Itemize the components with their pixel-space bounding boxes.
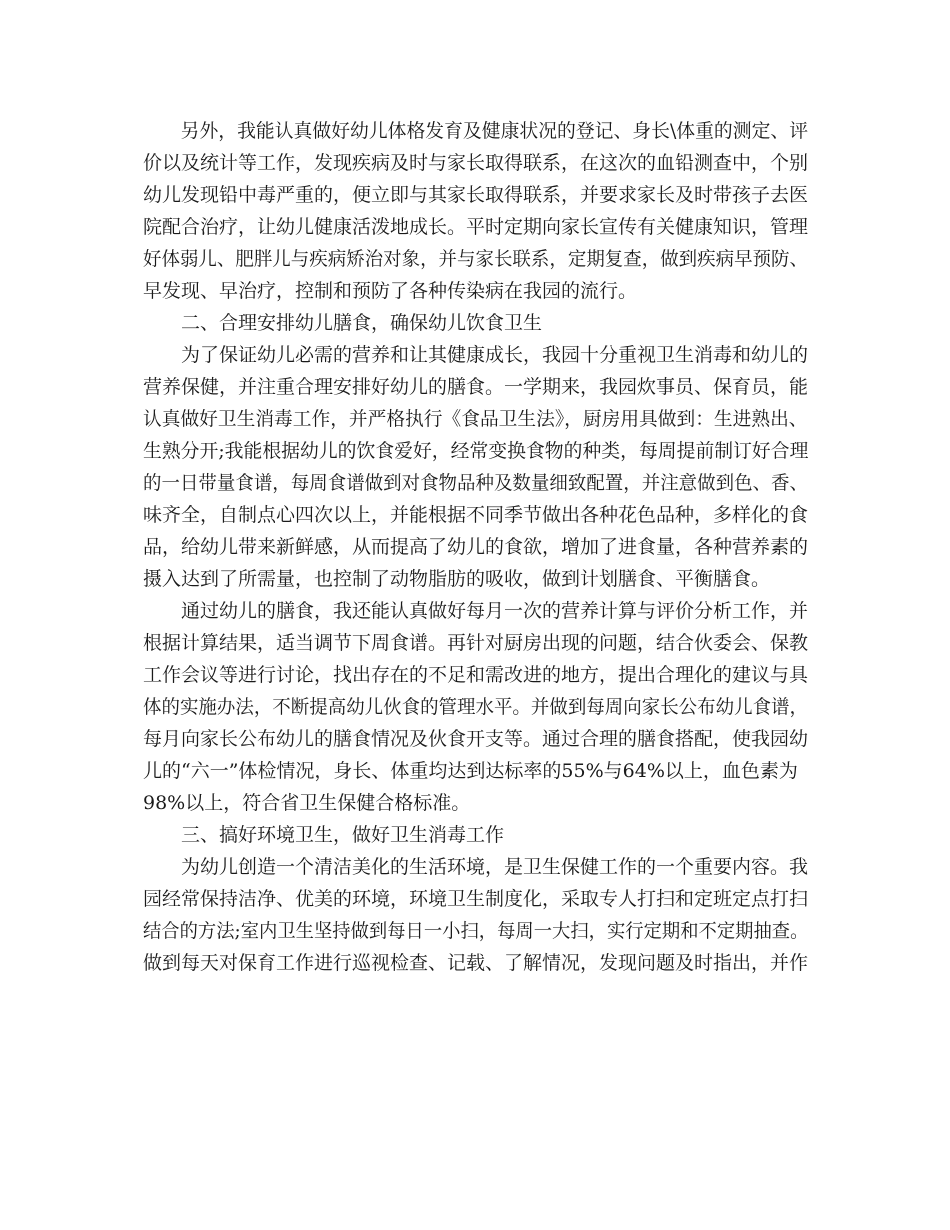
paragraph-first-line: 三、搞好环境卫生，做好卫生消毒工作: [181, 824, 505, 846]
text-line: 幼儿发现铅中毒严重的，便立即与其家长取得联系，并要求家长及时带孩子去医: [143, 184, 809, 206]
document-body: [143, 115, 808, 979]
text-line: 工作会议等进行讨论，找出存在的不足和需改进的地方，提出合理化的建议与具: [143, 664, 809, 686]
text-line: 摄入达到了所需量，也控制了动物脂肪的吸收，做到计划膳食、平衡膳食。: [143, 568, 771, 590]
text-line: 的一日带量食谱，每周食谱做到对食物品种及数量细致配置，并注意做到色、香、: [143, 472, 808, 494]
paragraph-first-line: 通过幼儿的膳食，我还能认真做好每月一次的营养计算与评价分析工作，并: [181, 600, 809, 622]
paragraph-first-line: 为了保证幼儿必需的营养和让其健康成长，我园十分重视卫生消毒和幼儿的: [181, 344, 809, 366]
text-line: 品，给幼儿带来新鲜感，从而提高了幼儿的食欲，增加了进食量，各种营养素的: [143, 536, 809, 558]
text-line: 根据计算结果，适当调节下周食谱。再针对厨房出现的问题，结合伙委会、保教: [143, 632, 809, 654]
text-line: 儿的“六一”体检情况，身长、体重均达到达标率的55%与64%以上，血色素为: [143, 760, 798, 782]
text-line: 体的实施办法，不断提高幼儿伙食的管理水平。并做到每周向家长公布幼儿食谱，: [143, 696, 808, 718]
text-line: 院配合治疗，让幼儿健康活泼地成长。平时定期向家长宣传有关健康知识，管理: [143, 216, 809, 238]
text-line: 园经常保持洁净、优美的环境，环境卫生制度化，采取专人打扫和定班定点打扫: [143, 888, 809, 910]
text-line: 好体弱儿、肥胖儿与疾病矫治对象，并与家长联系，定期复查，做到疾病早预防、: [143, 248, 808, 270]
text-line: 生熟分开;我能根据幼儿的饮食爱好，经常变换食物的种类，每周提前制订好合理: [143, 440, 809, 462]
text-line: 认真做好卫生消毒工作，并严格执行《食品卫生法》，厨房用具做到：生进熟出、: [143, 408, 808, 430]
paragraph-first-line: 二、合理安排幼儿膳食，确保幼儿饮食卫生: [181, 312, 543, 334]
text-line: 味齐全，自制点心四次以上，并能根据不同季节做出各种花色品种，多样化的食: [143, 504, 809, 526]
text-line: 结合的方法;室内卫生坚持做到每日一小扫，每周一大扫，实行定期和不定期抽查。: [143, 920, 809, 942]
paragraph-first-line: 另外，我能认真做好幼儿体格发育及健康状况的登记、身长\体重的测定、评: [180, 120, 809, 142]
text-line: 每月向家长公布幼儿的膳食情况及伙食开支等。通过合理的膳食搭配，使我园幼: [143, 728, 809, 750]
text-line: 98%以上，符合省卫生保健合格标准。: [143, 792, 471, 814]
text-line: 价以及统计等工作，发现疾病及时与家长取得联系，在这次的血铅测查中，个别: [143, 152, 809, 174]
text-line: 做到每天对保育工作进行巡视检查、记载、了解情况，发现问题及时指出，并作: [143, 952, 809, 974]
text-line: 营养保健，并注重合理安排好幼儿的膳食。一学期来，我园炊事员、保育员，能: [143, 376, 809, 398]
paragraph-first-line: 为幼儿创造一个清洁美化的生活环境，是卫生保健工作的一个重要内容。我: [181, 856, 809, 878]
text-line: 早发现、早治疗，控制和预防了各种传染病在我园的流行。: [143, 280, 638, 302]
